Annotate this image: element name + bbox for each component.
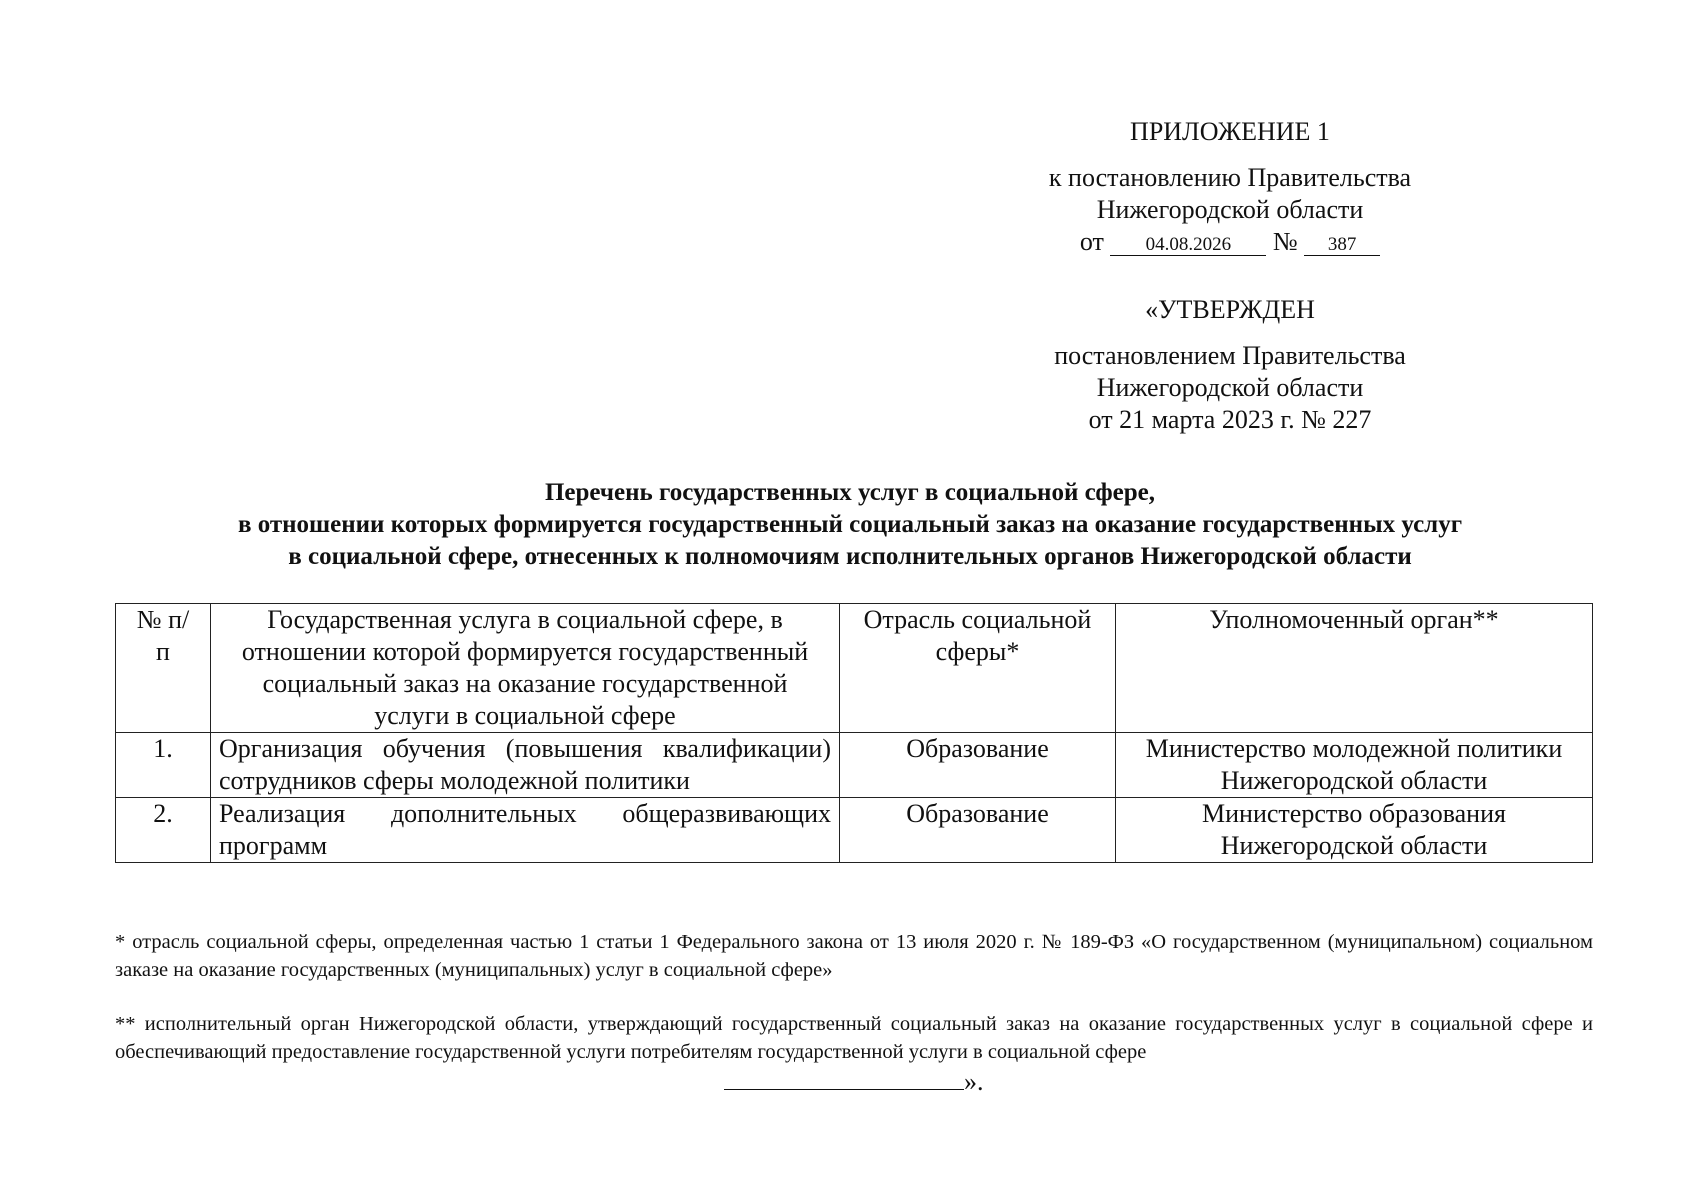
approved-line-2: Нижегородской области [1096, 373, 1364, 402]
number-field: 387 [1304, 235, 1380, 256]
services-table [115, 603, 1593, 863]
approved-title: «УТВЕРЖДЕН [1145, 295, 1315, 324]
number-sign: № [1272, 227, 1298, 256]
approved-line-3: от 21 марта 2023 г. № 227 [1088, 405, 1372, 434]
appendix-date-line [1020, 226, 1440, 258]
row-authority: Министерство образования Нижегородской области [1116, 798, 1593, 863]
document-title-line-1: Перечень государственных услуг в социальной сфере, [544, 479, 1156, 506]
date-field: 04.08.2026 [1110, 235, 1266, 256]
row-num: 1. [116, 733, 211, 798]
table-header-row [116, 604, 1593, 733]
appendix-title: ПРИЛОЖЕНИЕ 1 [1130, 117, 1330, 146]
footnote-1: * отрасль социальной сферы, определенная частью 1 статьи 1 Федерального закона от 13 июля 2020 г. № 189-ФЗ «О государственном (муниципальном) социальном заказе на оказание государственных (муниципальных) услуг в социальной сфере» [115, 931, 1593, 981]
closing-line [724, 1065, 984, 1098]
approved-line-1: постановлением Правительства [1054, 341, 1406, 370]
appendix-line-1: к постановлению Правительства [1048, 163, 1412, 192]
row-branch: Образование [840, 798, 1116, 863]
header-branch: Отрасль социальной сферы* [840, 604, 1116, 733]
document-title-line-3: в социальной сфере, отнесенных к полномочиям исполнительных органов Нижегородской области [288, 543, 1412, 570]
header-service: Государственная услуга в социальной сфере, в отношении которой формируется государственный социальный заказ на оказание государственной услуги в социальной сфере [211, 604, 840, 733]
row-num: 2. [116, 798, 211, 863]
signature-underline [724, 1065, 964, 1090]
row-service: Организация обучения (повышения квалификации) сотрудников сферы молодежной политики [211, 733, 840, 798]
appendix-line-2: Нижегородской области [1096, 195, 1364, 224]
row-branch: Образование [840, 733, 1116, 798]
approved-header [1020, 294, 1440, 436]
closing-quote: ». [964, 1067, 984, 1096]
document-title [100, 477, 1600, 573]
document-title-line-2: в отношении которых формируется государственный социальный заказ на оказание государственных услуг [237, 511, 1463, 538]
table-row [116, 798, 1593, 863]
appendix-header [1020, 116, 1440, 258]
row-authority: Министерство молодежной политики Нижегородской области [1116, 733, 1593, 798]
date-prefix: от [1079, 227, 1104, 256]
row-service: Реализация дополнительных общеразвивающих программ [211, 798, 840, 863]
header-num: № п/п [116, 604, 211, 733]
table-row [116, 733, 1593, 798]
header-authority: Уполномоченный орган** [1116, 604, 1593, 733]
footnote-2: ** исполнительный орган Нижегородской области, утверждающий государственный социальный заказ на оказание государственных услуг в социальной сфере и обеспечивающий предоставление государственной услуги потребителям государственной услуги в социальной сфере [115, 1013, 1593, 1063]
